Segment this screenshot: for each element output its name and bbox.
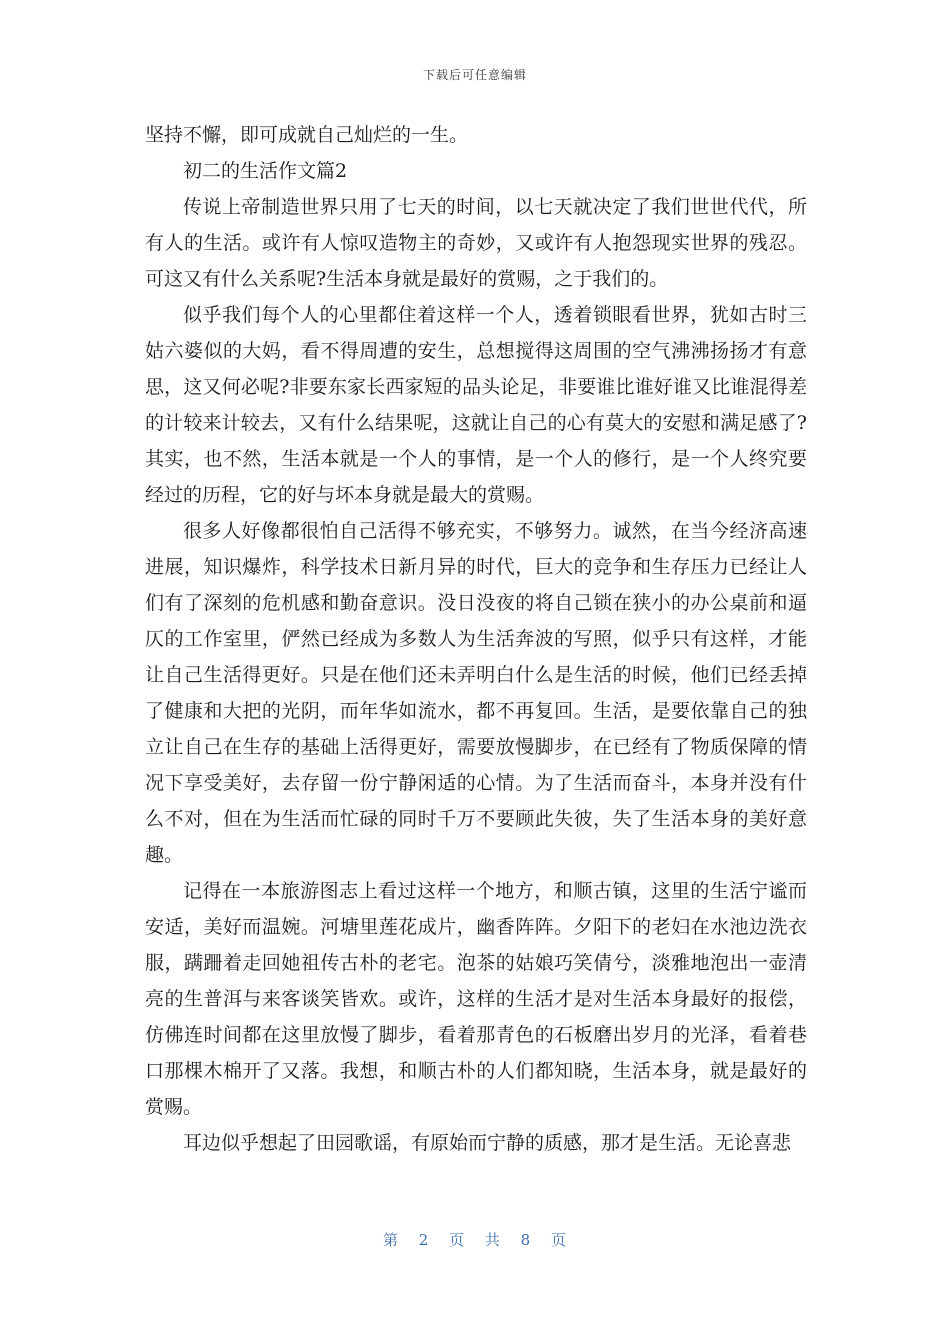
section-heading: 初二的生活作文篇2: [183, 160, 348, 182]
paragraph-continuation: 坚持不懈，即可成就自己灿烂的一生。: [145, 124, 469, 146]
paragraph: 耳边似乎想起了田园歌谣，有原始而宁静的质感，那才是生活。无论喜悲: [183, 1132, 792, 1154]
page-number: 第 2 页 共 8 页: [383, 1231, 567, 1249]
paragraph: 记得在一本旅游图志上看过这样一个地方，和顺古镇，这里的生活宁谧而安适，美好而温婉。河塘里莲花成片，幽香阵阵。夕阳下的老妇在水池边洗衣服，蹒跚着走回她祖传古朴的老宅。泡茶的姑娘巧笑倩兮，淡雅地泡出一壶清亮的生普洱与来客谈笑皆欢。或许，这样的生活才是对生活本身最好的报偿，仿佛连时间都在这里放慢了脚步，看着那青色的石板磨出岁月的光泽，看着巷口那棵木棉开了又落。我想，和顺古朴的人们都知晓，生活本身，就是最好的赏赐。: [145, 880, 807, 1118]
document-body: [145, 117, 807, 1161]
page-header: 下载后可任意编辑: [422, 68, 527, 82]
paragraph: 很多人好像都很怕自己活得不够充实，不够努力。诚然，在当今经济高速进展，知识爆炸，科学技术日新月异的时代，巨大的竞争和生存压力已经让人们有了深刻的危机感和勤奋意识。没日没夜的将自己锁在狭小的办公桌前和逼仄的工作室里，俨然已经成为多数人为生活奔波的写照，似乎只有这样，才能让自己生活得更好。只是在他们还未弄明白什么是生活的时候，他们已经丢掉了健康和大把的光阴，而年华如流水，都不再复回。生活，是要依靠自己的独立让自己在生存的基础上活得更好，需要放慢脚步，在已经有了物质保障的情况下享受美好，去存留一份宁静闲适的心情。为了生活而奋斗，本身并没有什么不对，但在为生活而忙碌的同时千万不要顾此失彼，失了生活本身的美好意趣。: [145, 520, 807, 866]
paragraph: 似乎我们每个人的心里都住着这样一个人，透着锁眼看世界，犹如古时三姑六婆似的大妈，看不得周遭的安生，总想搅得这周围的空气沸沸扬扬才有意思，这又何必呢?非要东家长西家短的品头论足，非要谁比谁好谁又比谁混得差的计较来计较去，又有什么结果呢，这就让自己的心有莫大的安慰和满足感了?其实，也不然，生活本就是一个人的事情，是一个人的修行，是一个人终究要经过的历程，它的好与坏本身就是最大的赏赐。: [145, 304, 807, 506]
paragraph: 传说上帝制造世界只用了七天的时间，以七天就决定了我们世世代代，所有人的生活。或许有人惊叹造物主的奇妙，又或许有人抱怨现实世界的残忍。可这又有什么关系呢?生活本身就是最好的赏赐，之于我们的。: [145, 196, 807, 290]
